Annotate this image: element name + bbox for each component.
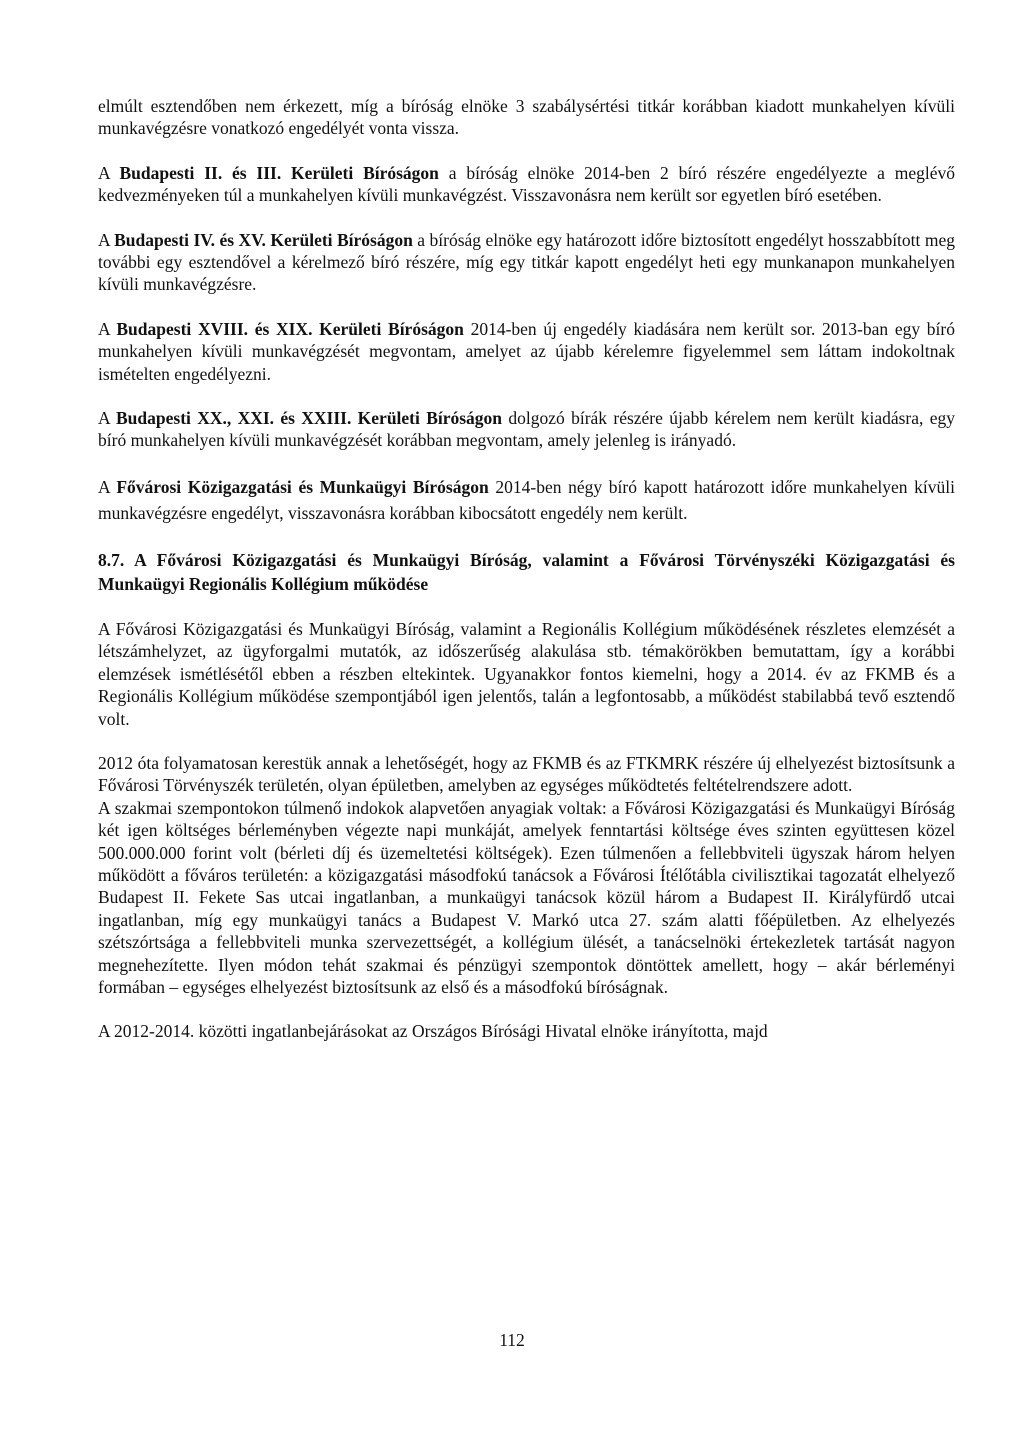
text-run: A [98,408,116,429]
section-heading: 8.7. A Fővárosi Közigazgatási és Munkaügyi Bíróság, valamint a Fővárosi Törvényszéki Közigazgatási és Munkaügyi Regionális Kollégium működése [98,549,955,594]
page-content [98,95,955,1065]
body-paragraph-3: A szakmai szempontokon túlmenő indokok alapvetően anyagiak voltak: a Fővárosi Közigazgatási és Munkaügyi Bíróság két igen költséges bérleményben végezte napi munkáját, amelyek fenntartási költsége éves szinten együttesen közel 500.000.000 forint volt (bérleti díj és üzemeltetési költségek). Ezen túlmenően a fellebbviteli ügyszak három helyen működött a főváros területén: a közigazgatási másodfokú tanácsok a Fővárosi Ítélőtábla civilisztikai tagozatát elhelyező Budapest II. Fekete Sas utcai ingatlanban, a munkaügyi tanácsok közül három a Budapest II. Királyfürdő utcai ingatlanban, míg egy munkaügyi tanács a Budapest V. Markó utca 27. szám alatti főépületben. Az elhelyezés szétszórtsága a fellebbviteli munka szervezettségét, a kollégium ülését, a tanácselnöki értekezletek tartását nagyon megnehezítette. Ilyen módon tehát szakmai és pénzügyi szempontok döntöttek amellett, hogy – akár bérleményi formában – egységes elhelyezést biztosítsunk az első és a másodfokú bíróságnak. [98,797,955,997]
text-run: elmúlt esztendőben nem érkezett, míg a bíróság elnöke 3 szabálysértési titkár korábban kiadott munkahelyen kívüli munkavégzésre vonatkozó engedélyét vonta vissza. [98,96,955,139]
bold-text: Budapesti IV. és XV. Kerületi Bírósá [114,229,386,250]
paragraph-2 [98,162,955,207]
text-run: 2014-ben négy bíró kapott határozott időre munkahelyen kívüli munkavégzésre engedélyt, visszavonásra korábban kibocsátott engedély nem került. [98,476,955,523]
text-run: a bíróság elnöke egy határozott időre biztosított engedélyt hosszabbított meg további egy esztendővel a kérelmező bíró részére, míg egy titkár kapott engedélyt heti egy munkanapon munkahelyen kívüli munkavégzésre. [98,229,955,295]
paragraph-3 [98,229,955,296]
text-run: A [98,318,117,339]
paragraph-4 [98,318,955,385]
paragraph-1 [98,95,955,140]
text-run: 2014-ben új engedély kiadására nem került sor. 2013-ban egy bíró munkahelyen kívüli munkavégzését megvontam, amelyet az újabb kérelemre figyelemmel sem láttam indokoltnak ismételten engedélyezni. [98,318,955,384]
bold-text: Fővárosi Közigazgatási és Munkaügyi Bíróságon [116,476,489,497]
text-run: a bíróság elnöke 2014-ben 2 bíró részére engedélyezte a meglévő kedvezményeken túl a munkahelyen kívüli munkavégzést. Visszavonásra nem került sor egyetlen bíró esetében. [98,162,955,206]
paragraph-6 [98,474,955,526]
text-run: A [98,229,115,250]
page-number: 112 [499,1330,525,1350]
body-paragraph-2: 2012 óta folyamatosan kerestük annak a lehetőségét, hogy az FKMB és az FTKMRK részére új elhelyezést biztosítsunk a Fővárosi Törvényszék területén, olyan épületben, amelyben az egységes működtetés feltételrendszere adott. [98,752,955,796]
body-paragraph-1: A Fővárosi Közigazgatási és Munkaügyi Bíróság, valamint a Regionális Kollégium működésének részletes elemzését a létszámhelyzet, az ügyforgalmi mutatók, az időszerűség alakulása stb. témakörökben bemutattam, így a korábbi elemzések ismétlésétől ebben a részben eltekintek. Ugyanakkor fontos kiemelni, hogy a 2014. év az FKMB és a Regionális Kollégium működése szempontjából igen jelentős, talán a legfontosabb, a működést stabilabbá tevő esztendő volt. [98,618,955,729]
text-run: A [98,162,120,183]
paragraph-5 [98,407,955,452]
bold-text: Budapesti II. és III. Kerületi Bíróságon [119,162,439,183]
text-run: A [98,476,117,497]
bold-text: gon [385,229,413,250]
text-run: dolgozó bírák részére újabb kérelem nem került kiadásra, egy bíró munkahelyen kívüli munkavégzését korábban megvontam, amely jelenleg is irányadó. [98,408,955,451]
body-paragraph-4: A 2012-2014. közötti ingatlanbejárásokat az Országos Bírósági Hivatal elnöke irányította, majd [98,1021,768,1042]
bold-text: Budapesti XX., XXI. és XXIII. Kerületi Bíróságon [116,408,503,429]
bold-text: Budapesti XVIII. és XIX. Kerületi Bíróságon [116,318,464,339]
